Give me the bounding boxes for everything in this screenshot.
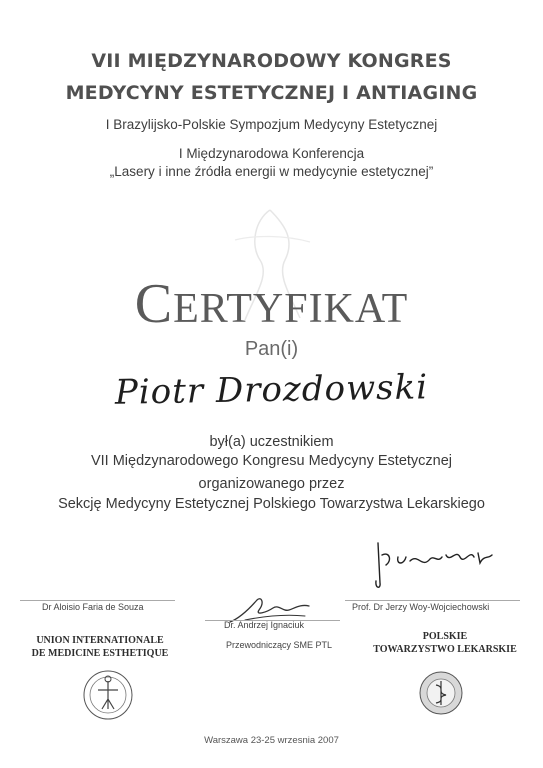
organization-left-line2: DE MEDICINE ESTHETIQUE xyxy=(31,648,169,659)
ptl-logo-icon xyxy=(418,668,464,718)
congress-title-line1: VII MIĘDZYNARODOWY KONGRES xyxy=(91,50,452,72)
conference-line1: I Międzynarodowa Konferencja xyxy=(178,146,365,161)
participation-line3: organizowanego przez xyxy=(198,476,345,492)
signatory-right-name: Prof. Dr Jerzy Woy-Wojciechowski xyxy=(352,602,490,612)
place-date: Warszawa 23-25 wrzesnia 2007 xyxy=(204,735,339,746)
signatory-center-name: Dr. Andrzej Ignaciuk xyxy=(224,620,305,630)
congress-title-line2: MEDYCYNY ESTETYCZNEJ I ANTIAGING xyxy=(65,82,478,104)
symposium-line: I Brazylijsko-Polskie Sympozjum Medycyny Estetycznej xyxy=(105,117,438,132)
organization-right xyxy=(370,630,520,656)
certificate-title xyxy=(0,272,543,336)
signature-right-icon xyxy=(370,535,500,595)
organization-left-line1: UNION INTERNATIONALE xyxy=(36,635,164,646)
signature-line-right xyxy=(345,600,520,601)
participation-line4: Sekcję Medycyny Estetycznej Polskiego Towarzystwa Lekarskiego xyxy=(58,496,485,512)
certificate-title-initial: C xyxy=(134,273,174,335)
organization-right-line2: TOWARZYSTWO LEKARSKIE xyxy=(373,644,517,655)
signature-line-left xyxy=(20,600,175,601)
certificate-title-rest: ERTYFIKAT xyxy=(173,286,409,332)
conference-line2: „Lasery i inne źródła energii w medycynie estetycznej” xyxy=(109,164,434,179)
signatory-left-name: Dr Aloisio Faria de Souza xyxy=(42,602,144,612)
uime-logo-icon xyxy=(78,668,138,722)
organization-left xyxy=(15,634,185,660)
salutation: Pan(i) xyxy=(244,338,299,360)
participation-line2: VII Międzynarodowego Kongresu Medycyny Estetycznej xyxy=(90,453,453,469)
participation-line1: był(a) uczestnikiem xyxy=(209,434,334,450)
organization-right-line1: POLSKIE xyxy=(422,631,468,642)
recipient-name: Piotr Drozdowski xyxy=(114,367,429,413)
signatory-center-role: Przewodniczący SME PTL xyxy=(226,640,333,650)
